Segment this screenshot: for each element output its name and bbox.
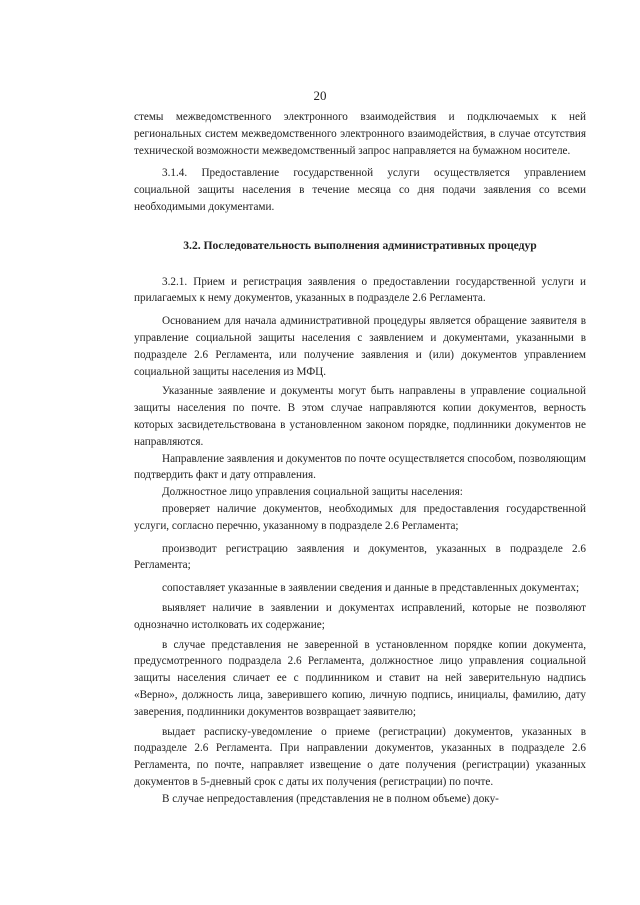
list-item-certify: в случае представления не заверенной в установленном порядке копии документа, предусмотренного подраздела 2.6 Регламента, должностное лицо управления социальной защиты населения сличает ее с подлинником и ставит на ней заверительную надпись «Верно», должность лица, заверившего копию, личную подпись, инициалы, фамилию, дату заверения, подлинники документов возвращает заявителю;	[134, 638, 586, 718]
paragraph-3-1-4: 3.1.4. Предоставление государственной услуги осуществляется управлением социальной защиты населения в течение месяца со дня подачи заявления со всеми необходимыми документами.	[134, 167, 586, 213]
paragraph-basis: Основанием для начала административной процедуры является обращение заявителя в управление социальной защиты населения с заявлением и документами, указанными в подразделе 2.6 Регламента, или получение заявления и (или) документов управлением социальной защиты населения из МФЦ.	[134, 315, 586, 378]
paragraph-official: Должностное лицо управления социальной защиты населения:	[162, 486, 463, 499]
list-item-check: проверяет наличие документов, необходимых для предоставления государственной услуги, согласно перечню, указанному в подразделе 2.6 Регламента;	[134, 502, 586, 532]
paragraph-mail: Указанные заявление и документы могут быть направлены в управление социальной защиты населения по почте. В этом случае направляются копии документов, верность которых засвидетельствована в установленном законом порядке, подлинники документов не направляются.	[134, 385, 586, 448]
list-item-compare: сопоставляет указанные в заявлении сведения и данные в представленных документах;	[162, 582, 580, 595]
section-heading: 3.2. Последовательность выполнения административных процедур	[183, 238, 537, 252]
paragraph-3-2-1: 3.2.1. Прием и регистрация заявления о предоставлении государственной услуги и прилагаемых к нему документов, указанных в подразделе 2.6 Регламента.	[134, 275, 586, 305]
document-body	[134, 109, 586, 807]
paragraph-mail-method: Направление заявления и документов по почте осуществляется способом, позволяющим подтвердить факт и дату отправления.	[134, 452, 586, 482]
list-item-register: производит регистрацию заявления и документов, указанных в подразделе 2.6 Регламента;	[134, 542, 586, 572]
list-item-receipt: выдает расписку-уведомление о приеме (регистрации) документов, указанных в подразделе 2.6 Регламента. При направлении документов, указанных в подразделе 2.6 Регламента, по почте, направляет извещение о дате получения (регистрации) указанных документов в 5-дневный срок с даты их получения (регистрации) по почте.	[134, 725, 586, 788]
paragraph-truncated: В случае непредоставления (представления не в полном объеме) доку-	[162, 792, 499, 805]
page-number: 20	[313, 88, 327, 103]
list-item-corrections: выявляет наличие в заявлении и документах исправлений, которые не позволяют однозначно истолковать их содержание;	[134, 601, 586, 631]
paragraph-continuation: стемы межведомственного электронного взаимодействия и подключаемых к ней региональных систем межведомственного электронного взаимодействия, в случае отсутствия технической возможности межведомственный запрос направляется на бумажном носителе.	[134, 111, 586, 157]
